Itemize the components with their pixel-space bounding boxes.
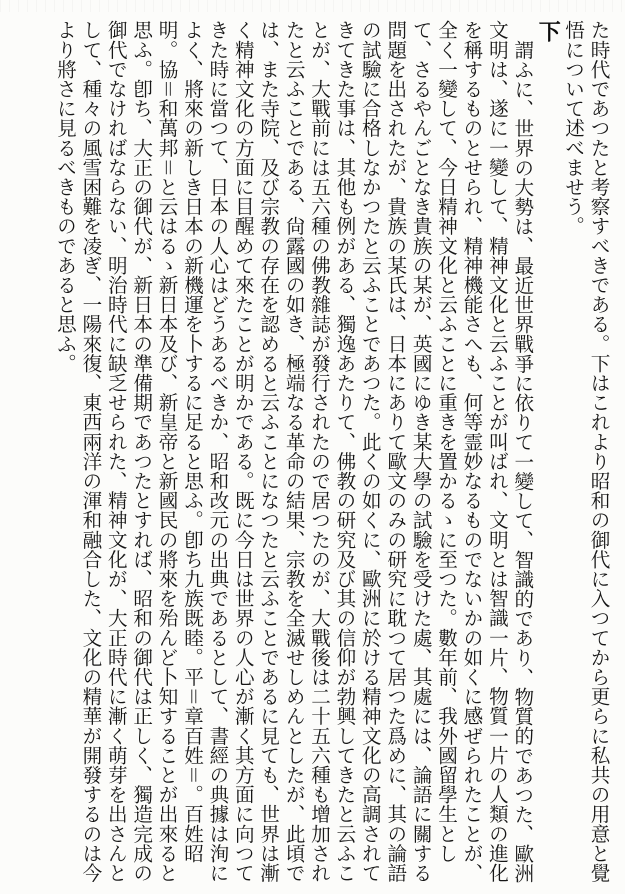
- body-paragraph: 謂ふに、世界の大勢は、最近世界戰爭に依りて一變して、智識的であり、物質的であつた、歐洲文明は、遂に一變して、精神文化と云ふことが叫ばれ、文明とは智識一片、物質一片の人類の進化を稱するものとせられ、精神機能さへも、何等霊妙なるものでないかの如くに感ぜられたことが、全く一變して、今日精神文化と云ふことに重きを置かるゝに至つた。數年前、我外國留學生として、さるやんごとなき貴族の某が、英國にゆき某大學の試驗を受けた處、其處には、論語に關する問題を出されたが、貴族の某氏は、日本にありて歐文のみの研究に耽つて居つた爲めに、其の論語の試驗に合格しなかつたと云ふことであつた。此くの如くに、歐洲に於ける精神文化の高調されてきてきた事は、其他も例がある、獨逸あたりて、佛教の研究及び其の信仰が勃興してきたと云ふことが、大戰前には五六種の佛教雜誌が發行されたので居つたのが、大戰後は二十五六種も增加されたと云ふことである、尙露國の如き、極端なる革命の結果、宗教を全滅せしめんとしたが、此頃では、また寺院、及び宗教の存在を認めると云ふことになつたと云ふことであるに見ても、世界は漸く精神文化の方面に目醒めて來たことが明かである。既に今日は世界の人心が漸く其方面に向つてきた時に當つて、日本の人心はどうあるべきか、昭和改元の出典であるとして、書經の典據は洵によく、將來の新しき日本の新機運を卜するに足ると思ふ。卽ち九族既睦。平＝章百姓＝。百姓昭明。協＝和萬邦＝と云はるゝ新日本及び、新皇帝と新國民の將來を殆んど卜知することが出來ると思ふ。卽ち、大正の御代が、新日本の準備期であつたとすれば、昭和の御代は正しく、獨造完成の御代でなければならない、明治時代に缺乏せられた、精神文化が、大正時代に漸く萌芽を出さんとして、種々の風雪困難を凌ぎ、一陽來復、東西兩洋の渾和融合した、文化の精華が開發するのは今より將さに見るべきものであると思ふ。: [53, 20, 534, 883]
- intro-paragraph: た時代であつたと考察すべきである。下はこれより昭和の御代に入つてから更らに私共の用意と覺悟について述べませう。: [561, 20, 610, 883]
- section-heading: 下: [535, 20, 561, 42]
- vertical-text-block: [11, 20, 611, 884]
